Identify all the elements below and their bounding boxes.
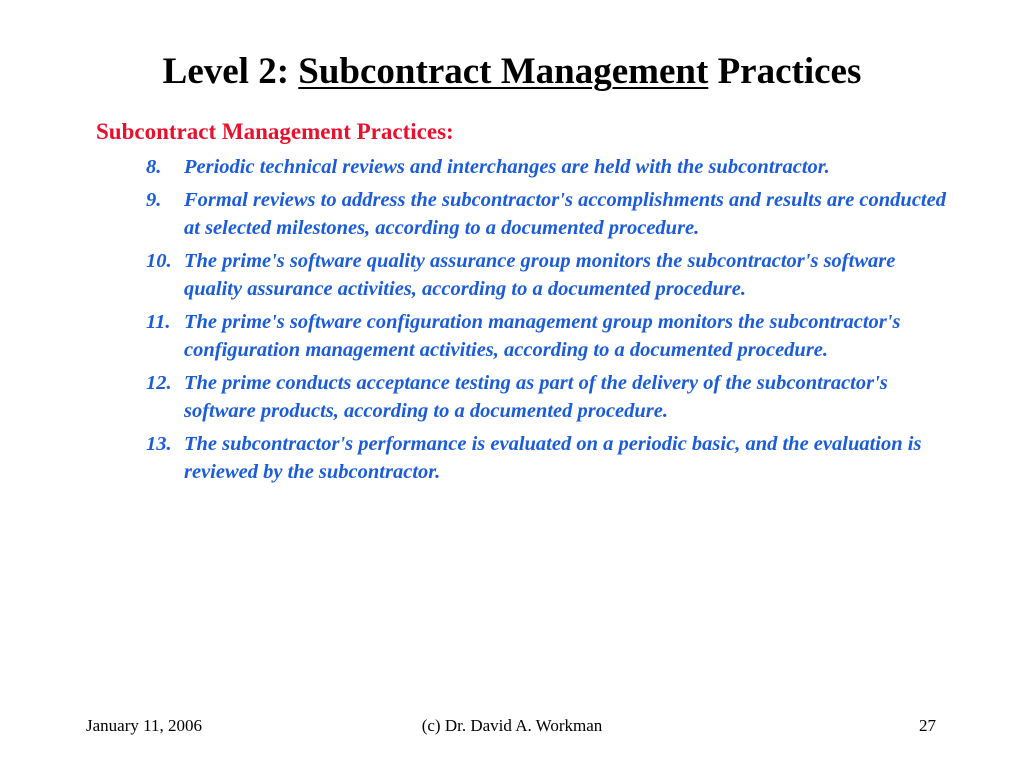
item-text: Formal reviews to address the subcontractor's accomplishments and results are conducted at selected milestones, according to a documented procedure.: [184, 189, 946, 239]
item-number: 12.: [146, 372, 172, 394]
item-number: 11.: [146, 311, 171, 333]
item-text: The prime's software quality assurance group monitors the subcontractor's software quality assurance activities, according to a documented procedure.: [184, 250, 896, 300]
page-number: 27: [919, 716, 936, 735]
list-item: [146, 308, 956, 364]
title-prefix: Level 2:: [162, 51, 299, 92]
item-number: 9.: [146, 189, 162, 211]
item-number: 13.: [146, 433, 172, 455]
item-text: The prime's software configuration management group monitors the subcontractor's configuration management activities, according to a documented procedure.: [184, 311, 901, 361]
practice-list: [146, 153, 956, 491]
list-item: [146, 430, 956, 486]
list-item: [146, 247, 956, 303]
item-number: 8.: [146, 156, 162, 178]
title-suffix: Practices: [708, 51, 862, 92]
section-heading: Subcontract Management Practices:: [96, 119, 454, 144]
slide-title: [0, 52, 1024, 93]
title-underlined: Subcontract Management: [298, 51, 709, 92]
list-item: [146, 153, 956, 181]
list-item: [146, 186, 956, 242]
item-text: Periodic technical reviews and interchanges are held with the subcontractor.: [184, 156, 830, 178]
item-number: 10.: [146, 250, 172, 272]
footer-author: (c) Dr. David A. Workman: [421, 716, 603, 735]
item-text: The subcontractor's performance is evaluated on a periodic basic, and the evaluation is reviewed by the subcontractor.: [184, 433, 922, 483]
item-text: The prime conducts acceptance testing as part of the delivery of the subcontractor's software products, according to a documented procedure.: [184, 372, 888, 422]
list-item: [146, 369, 956, 425]
footer-date: January 11, 2006: [86, 716, 202, 735]
